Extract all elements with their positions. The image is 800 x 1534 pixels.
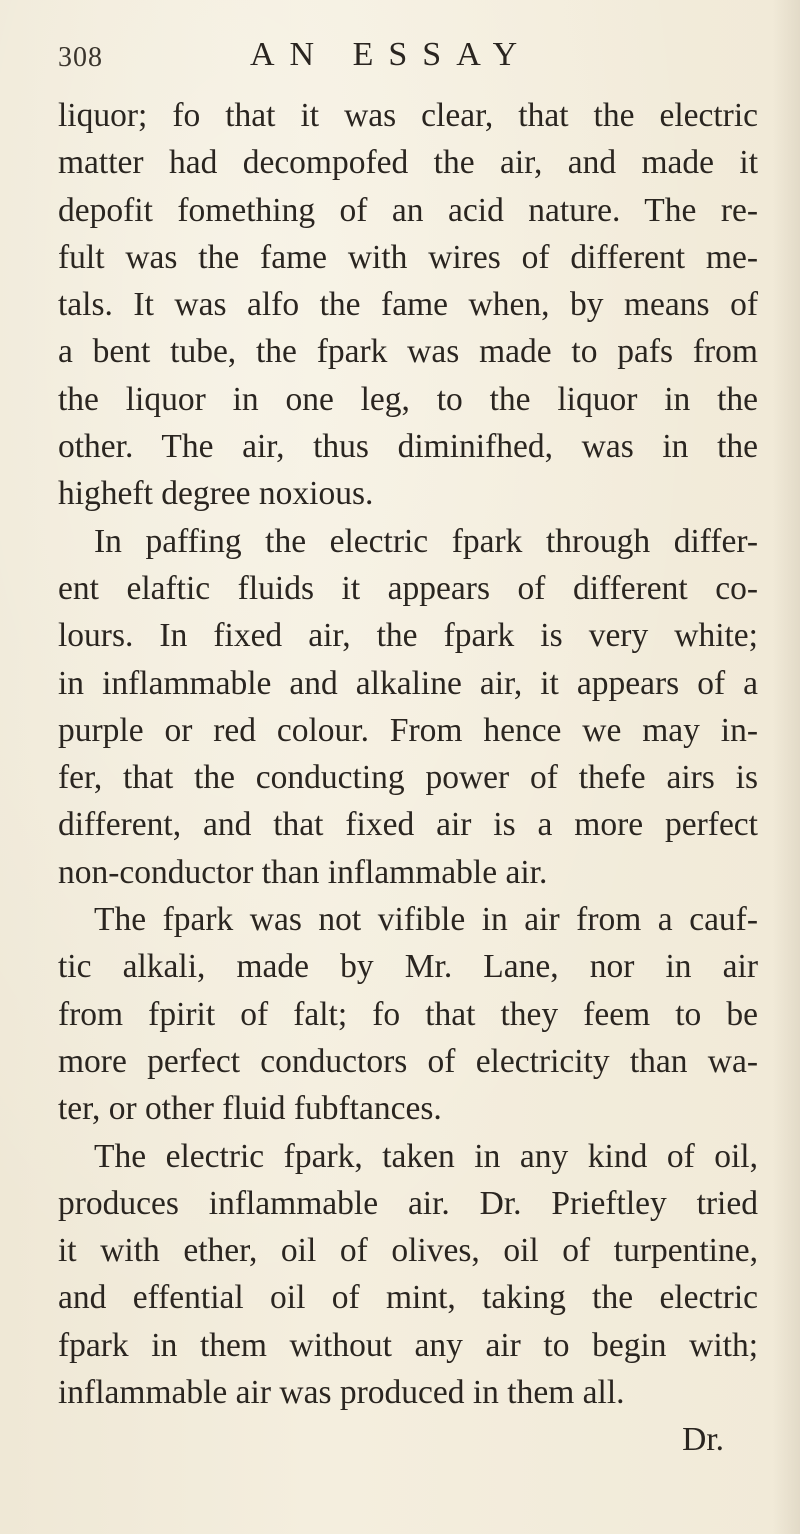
text-line: and effential oil of mint, taking the electric (58, 1279, 758, 1317)
text-line: inflammable air was produced in them all. (58, 1374, 625, 1412)
text-line: different, and that fixed air is a more perfect (58, 806, 758, 844)
text-line: fult was the fame with wires of different me- (58, 238, 758, 276)
text-line: fer, that the conducting power of thefe airs is (58, 759, 758, 797)
text-line: it with ether, oil of olives, oil of turpentine, (58, 1232, 758, 1270)
text-line: purple or red colour. From hence we may in- (58, 711, 758, 749)
text-line: lours. In fixed air, the fpark is very white; (58, 617, 758, 655)
text-line: in inflammable and alkaline air, it appears of a (58, 664, 758, 702)
text-line: tic alkali, made by Mr. Lane, nor in air (58, 948, 758, 986)
text-line: liquor; fo that it was clear, that the electric (58, 97, 758, 134)
text-line: the liquor in one leg, to the liquor in the (58, 380, 758, 418)
text-line: In paffing the electric fpark through differ- (94, 522, 758, 560)
catchword: Dr. (682, 1421, 724, 1459)
text-line: fpark in them without any air to begin with; (58, 1326, 758, 1364)
text-line: depofit fomething of an acid nature. The re- (58, 191, 758, 229)
text-line: The fpark was not vifible in air from a cauf- (94, 901, 758, 939)
text-line: ent elaftic fluids it appears of different co- (58, 569, 758, 607)
running-head (58, 36, 758, 76)
text-line: non-conductor than inflammable air. (58, 853, 548, 891)
text-line: a bent tube, the fpark was made to pafs from (58, 333, 758, 371)
text-line: ter, or other fluid fubftances. (58, 1090, 442, 1128)
text-line: matter had decompofed the air, and made it (58, 144, 758, 182)
text-line: more perfect conductors of electricity than wa- (58, 1042, 758, 1080)
text-line: higheft degree noxious. (58, 475, 374, 513)
text-line: produces inflammable air. Dr. Prieftley tried (58, 1184, 758, 1222)
page-edge-shadow (772, 0, 800, 1534)
text-line: other. The air, thus diminifhed, was in the (58, 428, 758, 466)
body-text (58, 92, 758, 1464)
page-number: 308 (58, 42, 103, 73)
text-line: from fpirit of falt; fo that they feem to be (58, 995, 758, 1033)
text-line: tals. It was alfo the fame when, by means of (58, 286, 758, 324)
running-title: AN ESSAY (250, 36, 533, 73)
text-line: The electric fpark, taken in any kind of oil, (94, 1137, 758, 1175)
